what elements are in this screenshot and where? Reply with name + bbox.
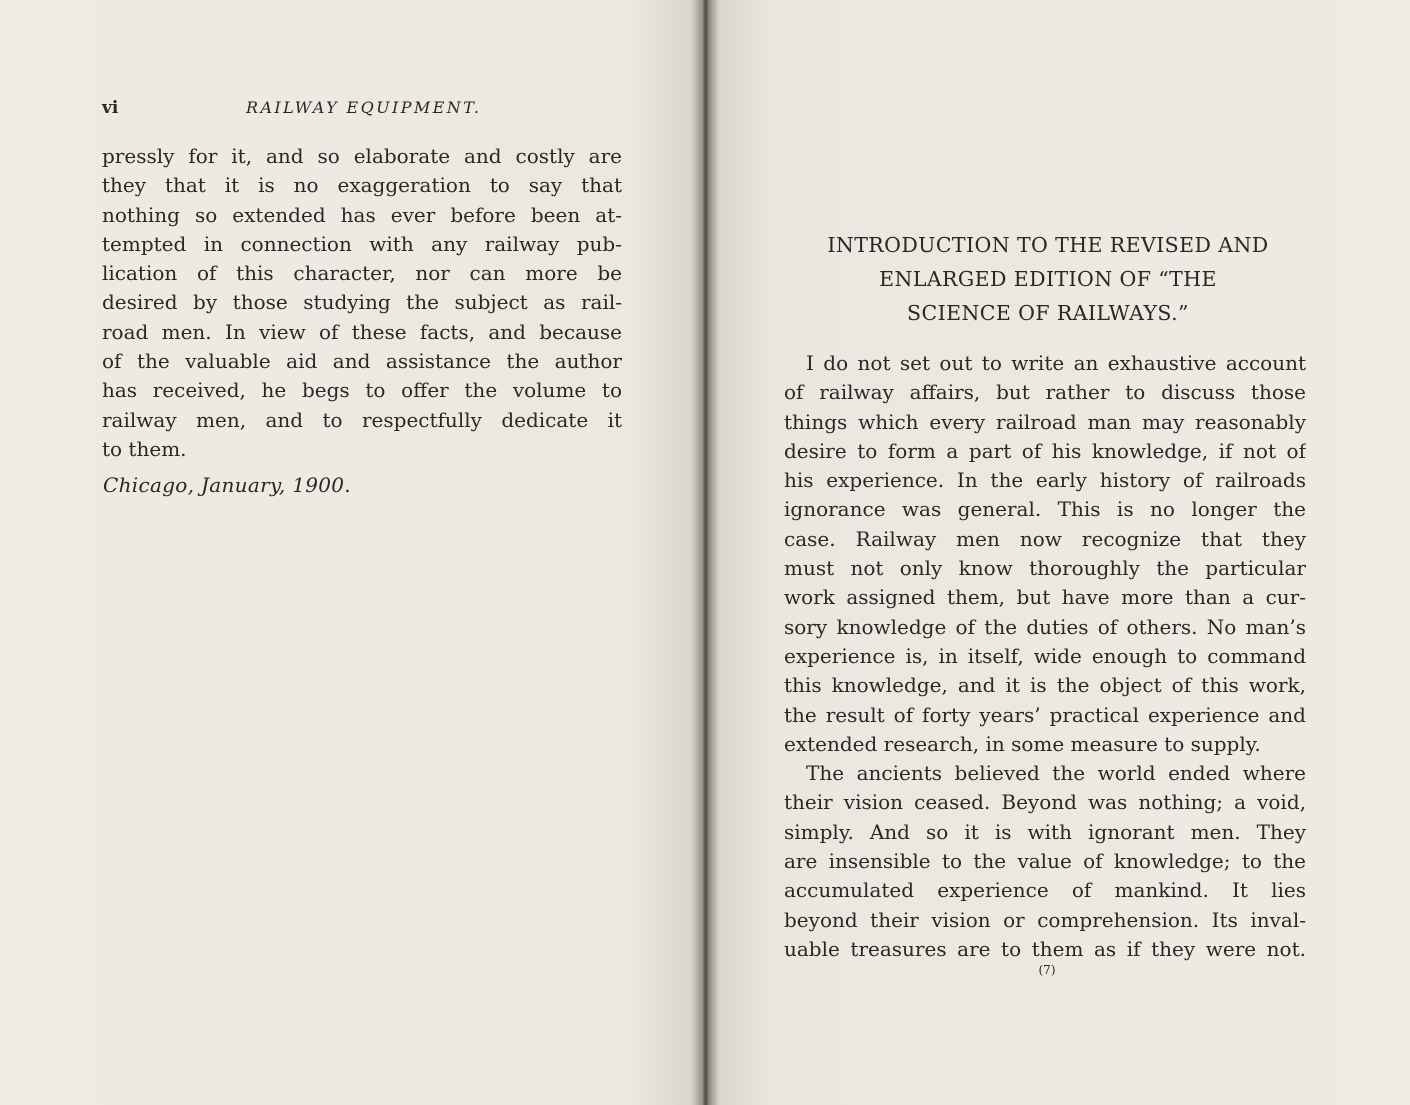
text-line: road men. In view of these facts, and because <box>102 319 622 344</box>
text-line: are insensible to the value of knowledge; to the <box>784 849 1306 874</box>
running-head-title: RAILWAY EQUIPMENT. <box>246 98 482 117</box>
text-line: nothing so extended has ever before been at- <box>102 202 622 227</box>
text-line: extended research, in some measure to supply. <box>784 731 1261 756</box>
text-line: they that it is no exaggeration to say that <box>102 173 622 198</box>
right-page <box>708 0 1410 1105</box>
text-line: tempted in connection with any railway pub- <box>102 231 622 256</box>
text-line: the result of forty years’ practical experience and <box>784 702 1306 727</box>
right-page-body <box>784 349 1306 964</box>
text-line: simply. And so it is with ignorant men. They <box>784 819 1306 844</box>
text-line: things which every railroad man may reasonably <box>784 409 1306 434</box>
text-line: railway men, and to respectfully dedicate it <box>102 407 622 432</box>
text-line: The ancients believed the world ended where <box>806 761 1306 786</box>
text-line: experience is, in itself, wide enough to command <box>784 643 1306 668</box>
text-line: ignorance was general. This is no longer the <box>784 497 1306 522</box>
text-line: lication of this character, nor can more be <box>102 261 622 286</box>
chapter-title <box>798 228 1298 330</box>
chapter-title-line: ENLARGED EDITION OF “THE <box>879 267 1217 291</box>
text-line: must not only know thoroughly the particular <box>784 556 1306 581</box>
text-line: desire to form a part of his knowledge, if not of <box>784 438 1306 463</box>
text-line: to them. <box>102 436 187 461</box>
page-number: (7) <box>1038 963 1056 977</box>
paragraph-1 <box>784 349 1306 759</box>
text-line: uable treasures are to them as if they were not. <box>784 936 1306 961</box>
paragraph-2 <box>784 759 1306 964</box>
text-line: desired by those studying the subject as rail- <box>102 290 622 315</box>
text-line: beyond their vision or comprehension. Its inval- <box>784 907 1306 932</box>
text-line: of railway affairs, but rather to discuss those <box>784 380 1306 405</box>
text-line: his experience. In the early history of railroads <box>784 468 1306 493</box>
text-line: work assigned them, but have more than a cur- <box>784 585 1306 610</box>
text-line: I do not set out to write an exhaustive account <box>806 351 1306 375</box>
left-page <box>0 0 700 1105</box>
text-line: has received, he begs to offer the volume to <box>102 378 622 403</box>
text-line: case. Railway men now recognize that they <box>784 526 1306 551</box>
chapter-title-line: SCIENCE OF RAILWAYS.” <box>907 301 1189 325</box>
text-line: of the valuable aid and assistance the author <box>102 349 622 374</box>
chapter-title-line: INTRODUCTION TO THE REVISED AND <box>827 233 1269 257</box>
text-line: their vision ceased. Beyond was nothing; a void, <box>784 790 1306 815</box>
left-page-body <box>102 142 622 464</box>
dateline: Chicago, January, 1900. <box>103 473 351 497</box>
folio: vi <box>102 98 119 118</box>
running-head <box>102 98 622 124</box>
text-line: sory knowledge of the duties of others. No man’s <box>784 614 1306 639</box>
text-line: pressly for it, and so elaborate and costly are <box>102 144 622 168</box>
text-line: this knowledge, and it is the object of this work, <box>784 673 1306 698</box>
text-line: accumulated experience of mankind. It lies <box>784 878 1306 903</box>
